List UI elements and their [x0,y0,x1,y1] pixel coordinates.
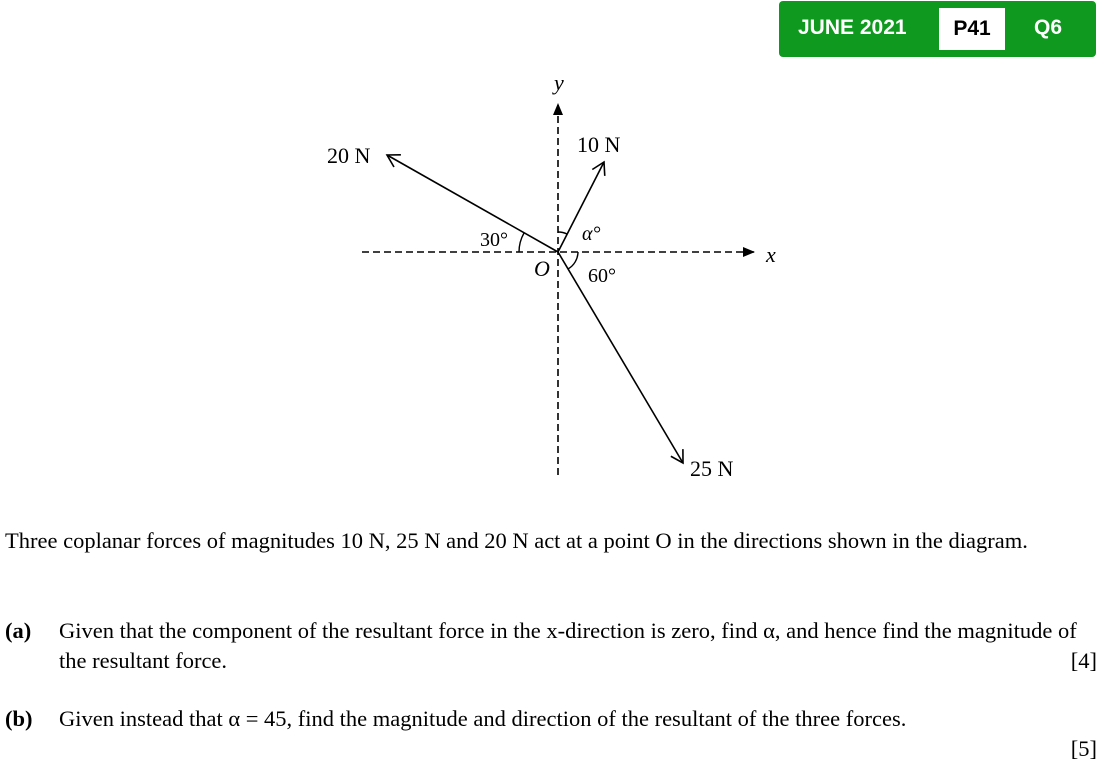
question-badge [779,1,1096,57]
question-intro: Three coplanar forces of magnitudes 10 N, 25 N and 20 N act at a point O in the directions shown in the diagram. [5,528,1028,553]
part-b-marks: [5] [1070,736,1097,761]
angle-60-label: 60° [588,265,616,287]
origin-label: O [534,256,550,281]
exam-session: JUNE 2021 [798,16,907,39]
paper-code: P41 [939,8,1005,50]
y-axis-label: y [554,70,564,95]
force-25n-arrow [558,252,683,463]
force-10n-label: 10 N [577,132,621,157]
angle-arc-30 [519,233,524,252]
part-a-label: (a) [5,618,32,643]
part-a-text: Given that the component of the resultant force in the x-direction is zero, find α, and hence find the magnitude of the resultant force. [59,618,1077,673]
angle-arc-alpha [558,232,567,234]
question-part-a [5,616,1097,678]
part-b-label: (b) [5,706,33,731]
force-20n-arrow [387,155,558,252]
angle-arc-60 [568,252,578,269]
angle-30-label: 30° [480,229,508,251]
force-20n-label: 20 N [327,143,371,168]
question-number: Q6 [1034,16,1063,39]
angle-alpha-label: α° [582,223,601,245]
force-diagram [0,60,1100,480]
force-25n-label: 25 N [690,456,734,480]
question-part-b [5,704,1097,766]
part-b-text: Given instead that α = 45, find the magnitude and direction of the resultant of the three forces. [59,706,907,731]
x-axis-label: x [766,242,776,267]
part-a-marks: [4] [1070,648,1097,673]
